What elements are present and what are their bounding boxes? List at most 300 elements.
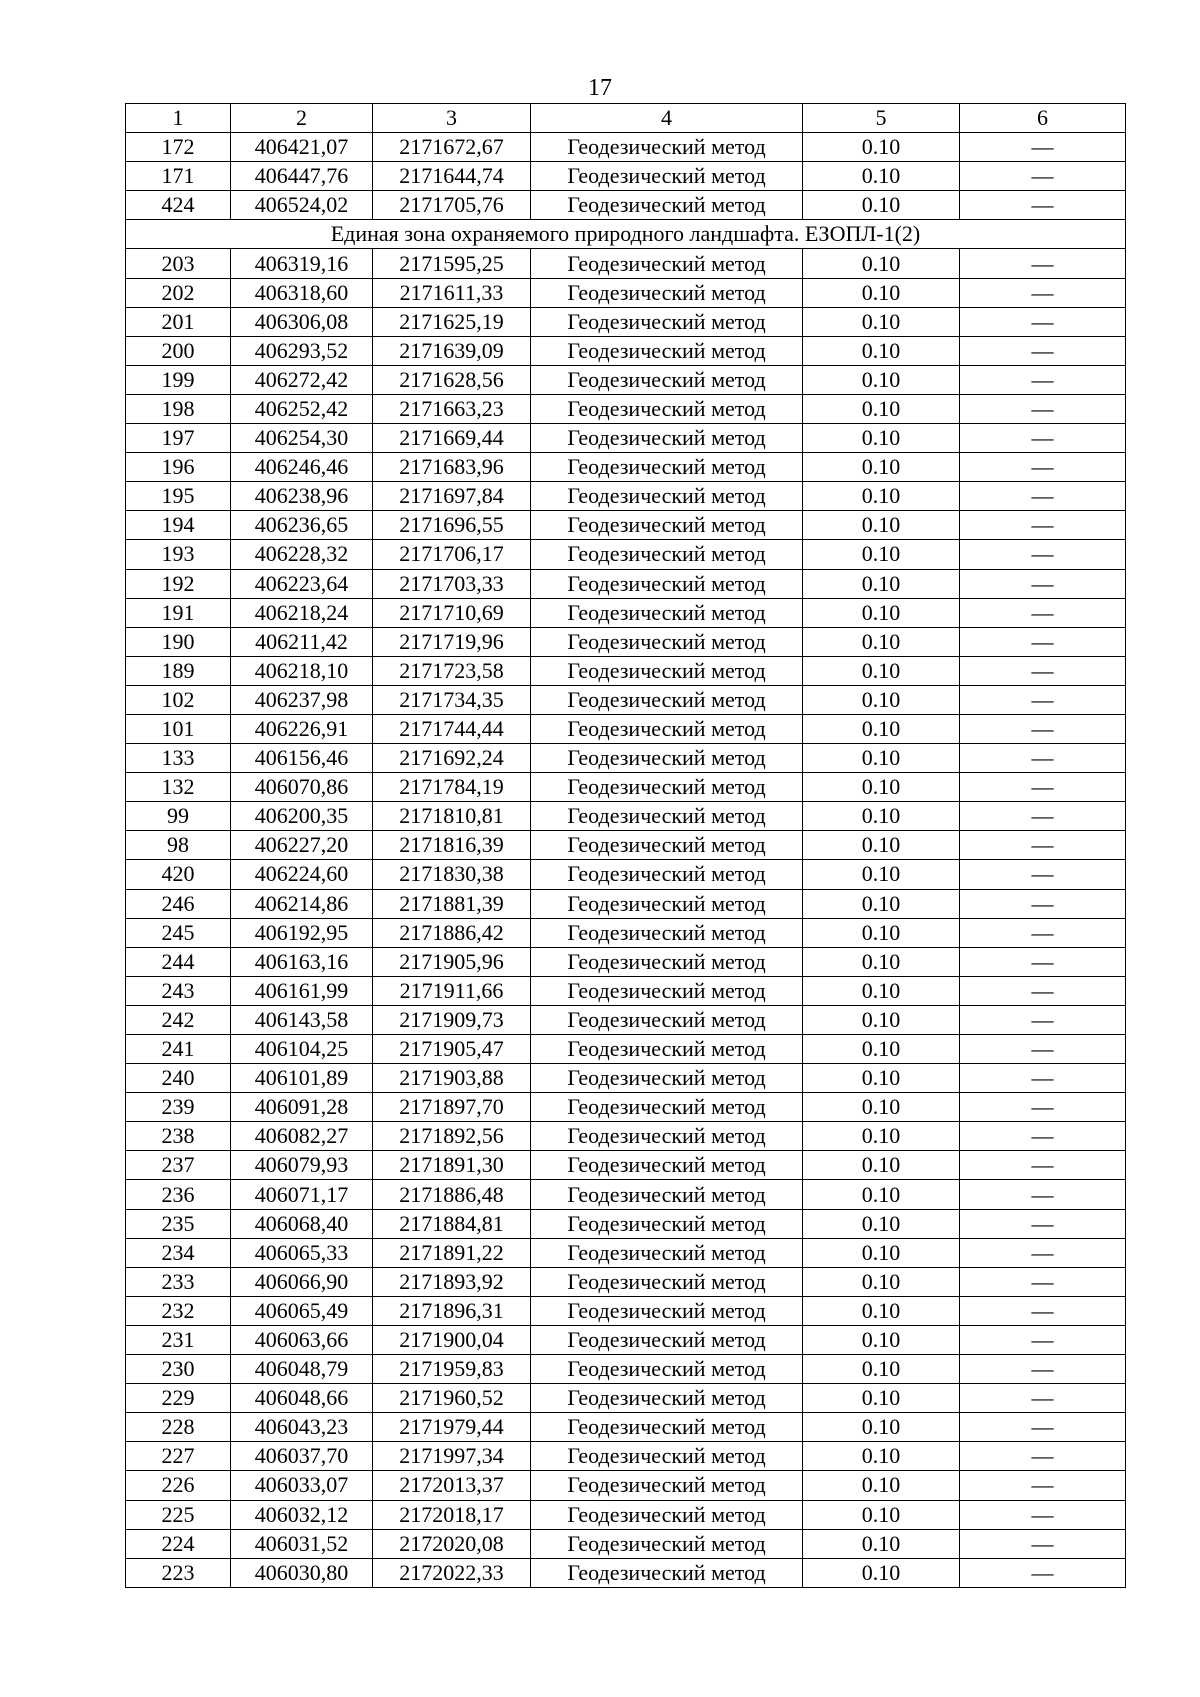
note-cell: — — [960, 1209, 1126, 1238]
note-cell: — — [960, 394, 1126, 423]
coordinate-x-cell: 406063,66 — [231, 1325, 373, 1354]
accuracy-cell: 0.10 — [803, 482, 960, 511]
method-cell: Геодезический метод — [531, 918, 803, 947]
point-number-cell: 237 — [126, 1151, 231, 1180]
method-cell: Геодезический метод — [531, 1064, 803, 1093]
note-cell: — — [960, 1442, 1126, 1471]
note-cell: — — [960, 1325, 1126, 1354]
point-number-cell: 236 — [126, 1180, 231, 1209]
note-cell: — — [960, 278, 1126, 307]
method-cell: Геодезический метод — [531, 1035, 803, 1064]
point-number-cell: 98 — [126, 831, 231, 860]
method-cell: Геодезический метод — [531, 685, 803, 714]
coordinate-x-cell: 406252,42 — [231, 394, 373, 423]
table-row — [126, 831, 1126, 860]
method-cell: Геодезический метод — [531, 162, 803, 191]
accuracy-cell: 0.10 — [803, 1238, 960, 1267]
method-cell: Геодезический метод — [531, 1558, 803, 1587]
accuracy-cell: 0.10 — [803, 1035, 960, 1064]
method-cell: Геодезический метод — [531, 1500, 803, 1529]
coordinate-y-cell: 2171683,96 — [373, 453, 531, 482]
table-body-before-section — [126, 133, 1126, 220]
table-header — [126, 104, 1126, 133]
coordinate-y-cell: 2172013,37 — [373, 1471, 531, 1500]
coordinate-y-cell: 2171595,25 — [373, 249, 531, 278]
coordinate-y-cell: 2172020,08 — [373, 1529, 531, 1558]
table-row — [126, 1238, 1126, 1267]
method-cell: Геодезический метод — [531, 1325, 803, 1354]
coordinate-x-cell: 406237,98 — [231, 685, 373, 714]
note-cell: — — [960, 1151, 1126, 1180]
note-cell: — — [960, 1005, 1126, 1034]
table-row — [126, 1384, 1126, 1413]
coordinate-x-cell: 406032,12 — [231, 1500, 373, 1529]
table-row — [126, 162, 1126, 191]
note-cell: — — [960, 249, 1126, 278]
accuracy-cell: 0.10 — [803, 1471, 960, 1500]
note-cell: — — [960, 976, 1126, 1005]
coordinate-y-cell: 2171628,56 — [373, 365, 531, 394]
coordinate-y-cell: 2171697,84 — [373, 482, 531, 511]
method-cell: Геодезический метод — [531, 1005, 803, 1034]
coordinate-y-cell: 2171719,96 — [373, 627, 531, 656]
coordinate-y-cell: 2171611,33 — [373, 278, 531, 307]
method-cell: Геодезический метод — [531, 394, 803, 423]
coordinate-y-cell: 2171703,33 — [373, 569, 531, 598]
note-cell: — — [960, 569, 1126, 598]
coordinate-y-cell: 2171997,34 — [373, 1442, 531, 1471]
point-number-cell: 225 — [126, 1500, 231, 1529]
method-cell: Геодезический метод — [531, 336, 803, 365]
point-number-cell: 191 — [126, 598, 231, 627]
point-number-cell: 195 — [126, 482, 231, 511]
note-cell: — — [960, 918, 1126, 947]
note-cell: — — [960, 1296, 1126, 1325]
method-cell: Геодезический метод — [531, 1471, 803, 1500]
coordinate-x-cell: 406421,07 — [231, 133, 373, 162]
accuracy-cell: 0.10 — [803, 1122, 960, 1151]
note-cell: — — [960, 598, 1126, 627]
note-cell: — — [960, 1122, 1126, 1151]
point-number-cell: 198 — [126, 394, 231, 423]
point-number-cell: 224 — [126, 1529, 231, 1558]
method-cell: Геодезический метод — [531, 598, 803, 627]
table-body-after-section — [126, 249, 1126, 1587]
note-cell: — — [960, 714, 1126, 743]
table-row — [126, 511, 1126, 540]
point-number-cell: 202 — [126, 278, 231, 307]
coordinate-x-cell: 406066,90 — [231, 1267, 373, 1296]
table-row — [126, 802, 1126, 831]
note-cell: — — [960, 1355, 1126, 1384]
accuracy-cell: 0.10 — [803, 976, 960, 1005]
method-cell: Геодезический метод — [531, 307, 803, 336]
point-number-cell: 223 — [126, 1558, 231, 1587]
accuracy-cell: 0.10 — [803, 831, 960, 860]
column-header-5: 5 — [803, 104, 960, 133]
accuracy-cell: 0.10 — [803, 278, 960, 307]
coordinate-y-cell: 2171744,44 — [373, 714, 531, 743]
coordinate-x-cell: 406319,16 — [231, 249, 373, 278]
coordinate-x-cell: 406227,20 — [231, 831, 373, 860]
note-cell: — — [960, 1413, 1126, 1442]
note-cell: — — [960, 1558, 1126, 1587]
note-cell: — — [960, 1064, 1126, 1093]
note-cell: — — [960, 656, 1126, 685]
accuracy-cell: 0.10 — [803, 511, 960, 540]
point-number-cell: 172 — [126, 133, 231, 162]
accuracy-cell: 0.10 — [803, 569, 960, 598]
coordinate-x-cell: 406082,27 — [231, 1122, 373, 1151]
accuracy-cell: 0.10 — [803, 918, 960, 947]
accuracy-cell: 0.10 — [803, 1296, 960, 1325]
coordinate-y-cell: 2171896,31 — [373, 1296, 531, 1325]
note-cell: — — [960, 685, 1126, 714]
note-cell: — — [960, 1093, 1126, 1122]
note-cell: — — [960, 802, 1126, 831]
method-cell: Геодезический метод — [531, 569, 803, 598]
point-number-cell: 238 — [126, 1122, 231, 1151]
coordinates-table — [125, 103, 1126, 1588]
column-header-1: 1 — [126, 104, 231, 133]
method-cell: Геодезический метод — [531, 278, 803, 307]
coordinate-y-cell: 2171644,74 — [373, 162, 531, 191]
point-number-cell: 192 — [126, 569, 231, 598]
coordinate-y-cell: 2171884,81 — [373, 1209, 531, 1238]
point-number-cell: 242 — [126, 1005, 231, 1034]
table-row — [126, 1442, 1126, 1471]
method-cell: Геодезический метод — [531, 1384, 803, 1413]
method-cell: Геодезический метод — [531, 249, 803, 278]
table-row — [126, 365, 1126, 394]
table-row — [126, 1151, 1126, 1180]
point-number-cell: 228 — [126, 1413, 231, 1442]
coordinate-x-cell: 406065,49 — [231, 1296, 373, 1325]
table-row — [126, 1296, 1126, 1325]
point-number-cell: 200 — [126, 336, 231, 365]
table-row — [126, 424, 1126, 453]
method-cell: Геодезический метод — [531, 773, 803, 802]
note-cell: — — [960, 336, 1126, 365]
coordinate-x-cell: 406030,80 — [231, 1558, 373, 1587]
method-cell: Геодезический метод — [531, 365, 803, 394]
table-row — [126, 278, 1126, 307]
point-number-cell: 229 — [126, 1384, 231, 1413]
coordinate-y-cell: 2171905,47 — [373, 1035, 531, 1064]
point-number-cell: 101 — [126, 714, 231, 743]
coordinate-y-cell: 2171960,52 — [373, 1384, 531, 1413]
accuracy-cell: 0.10 — [803, 1005, 960, 1034]
coordinate-y-cell: 2171911,66 — [373, 976, 531, 1005]
table-row — [126, 1325, 1126, 1354]
method-cell: Геодезический метод — [531, 1180, 803, 1209]
coordinate-y-cell: 2171784,19 — [373, 773, 531, 802]
accuracy-cell: 0.10 — [803, 1093, 960, 1122]
coordinate-x-cell: 406318,60 — [231, 278, 373, 307]
accuracy-cell: 0.10 — [803, 1267, 960, 1296]
coordinate-y-cell: 2172022,33 — [373, 1558, 531, 1587]
method-cell: Геодезический метод — [531, 831, 803, 860]
accuracy-cell: 0.10 — [803, 424, 960, 453]
table-row — [126, 1500, 1126, 1529]
note-cell: — — [960, 831, 1126, 860]
coordinate-x-cell: 406214,86 — [231, 889, 373, 918]
table-row — [126, 540, 1126, 569]
point-number-cell: 133 — [126, 744, 231, 773]
method-cell: Геодезический метод — [531, 453, 803, 482]
accuracy-cell: 0.10 — [803, 1442, 960, 1471]
method-cell: Геодезический метод — [531, 947, 803, 976]
coordinate-x-cell: 406037,70 — [231, 1442, 373, 1471]
coordinate-y-cell: 2171886,42 — [373, 918, 531, 947]
accuracy-cell: 0.10 — [803, 191, 960, 220]
coordinate-y-cell: 2171710,69 — [373, 598, 531, 627]
table-row — [126, 133, 1126, 162]
table-row — [126, 1471, 1126, 1500]
method-cell: Геодезический метод — [531, 482, 803, 511]
coordinate-y-cell: 2171625,19 — [373, 307, 531, 336]
page-number: 17 — [588, 75, 612, 101]
method-cell: Геодезический метод — [531, 714, 803, 743]
table-row — [126, 947, 1126, 976]
point-number-cell: 189 — [126, 656, 231, 685]
accuracy-cell: 0.10 — [803, 307, 960, 336]
coordinate-x-cell: 406224,60 — [231, 860, 373, 889]
note-cell: — — [960, 365, 1126, 394]
accuracy-cell: 0.10 — [803, 1209, 960, 1238]
accuracy-cell: 0.10 — [803, 1325, 960, 1354]
accuracy-cell: 0.10 — [803, 1500, 960, 1529]
coordinate-y-cell: 2171900,04 — [373, 1325, 531, 1354]
table-row — [126, 482, 1126, 511]
accuracy-cell: 0.10 — [803, 889, 960, 918]
method-cell: Геодезический метод — [531, 511, 803, 540]
point-number-cell: 246 — [126, 889, 231, 918]
point-number-cell: 193 — [126, 540, 231, 569]
note-cell: — — [960, 1180, 1126, 1209]
accuracy-cell: 0.10 — [803, 656, 960, 685]
coordinate-y-cell: 2171909,73 — [373, 1005, 531, 1034]
accuracy-cell: 0.10 — [803, 714, 960, 743]
coordinate-x-cell: 406070,86 — [231, 773, 373, 802]
table-row — [126, 1267, 1126, 1296]
method-cell: Геодезический метод — [531, 1442, 803, 1471]
point-number-cell: 171 — [126, 162, 231, 191]
coordinate-y-cell: 2171723,58 — [373, 656, 531, 685]
point-number-cell: 102 — [126, 685, 231, 714]
coordinate-y-cell: 2171903,88 — [373, 1064, 531, 1093]
table-row — [126, 598, 1126, 627]
point-number-cell: 201 — [126, 307, 231, 336]
coordinate-y-cell: 2171669,44 — [373, 424, 531, 453]
note-cell: — — [960, 424, 1126, 453]
coordinate-y-cell: 2171672,67 — [373, 133, 531, 162]
table-row — [126, 889, 1126, 918]
note-cell: — — [960, 1500, 1126, 1529]
table-row — [126, 1558, 1126, 1587]
coordinate-x-cell: 406101,89 — [231, 1064, 373, 1093]
method-cell: Геодезический метод — [531, 860, 803, 889]
accuracy-cell: 0.10 — [803, 1180, 960, 1209]
accuracy-cell: 0.10 — [803, 162, 960, 191]
coordinate-x-cell: 406293,52 — [231, 336, 373, 365]
table-row — [126, 773, 1126, 802]
coordinate-y-cell: 2171706,17 — [373, 540, 531, 569]
coordinate-y-cell: 2171891,22 — [373, 1238, 531, 1267]
accuracy-cell: 0.10 — [803, 394, 960, 423]
column-header-6: 6 — [960, 104, 1126, 133]
accuracy-cell: 0.10 — [803, 133, 960, 162]
coordinate-y-cell: 2171886,48 — [373, 1180, 531, 1209]
note-cell: — — [960, 1238, 1126, 1267]
method-cell: Геодезический метод — [531, 424, 803, 453]
accuracy-cell: 0.10 — [803, 453, 960, 482]
table-row — [126, 1180, 1126, 1209]
note-cell: — — [960, 482, 1126, 511]
coordinate-x-cell: 406226,91 — [231, 714, 373, 743]
section-title: Единая зона охраняемого природного ландшафта. ЕЗОПЛ-1(2) — [126, 220, 1126, 249]
note-cell: — — [960, 1035, 1126, 1064]
coordinate-y-cell: 2171881,39 — [373, 889, 531, 918]
coordinate-y-cell: 2171734,35 — [373, 685, 531, 714]
coordinate-x-cell: 406254,30 — [231, 424, 373, 453]
method-cell: Геодезический метод — [531, 889, 803, 918]
coordinate-x-cell: 406043,23 — [231, 1413, 373, 1442]
coordinate-x-cell: 406079,93 — [231, 1151, 373, 1180]
accuracy-cell: 0.10 — [803, 336, 960, 365]
table-row — [126, 918, 1126, 947]
point-number-cell: 197 — [126, 424, 231, 453]
accuracy-cell: 0.10 — [803, 1151, 960, 1180]
column-header-4: 4 — [531, 104, 803, 133]
accuracy-cell: 0.10 — [803, 744, 960, 773]
coordinate-x-cell: 406048,79 — [231, 1355, 373, 1384]
note-cell: — — [960, 133, 1126, 162]
accuracy-cell: 0.10 — [803, 802, 960, 831]
point-number-cell: 227 — [126, 1442, 231, 1471]
accuracy-cell: 0.10 — [803, 598, 960, 627]
method-cell: Геодезический метод — [531, 1529, 803, 1558]
table-row — [126, 249, 1126, 278]
coordinate-y-cell: 2171663,23 — [373, 394, 531, 423]
note-cell: — — [960, 889, 1126, 918]
accuracy-cell: 0.10 — [803, 685, 960, 714]
accuracy-cell: 0.10 — [803, 627, 960, 656]
coordinate-x-cell: 406143,58 — [231, 1005, 373, 1034]
method-cell: Геодезический метод — [531, 1267, 803, 1296]
coordinate-x-cell: 406272,42 — [231, 365, 373, 394]
table-row — [126, 976, 1126, 1005]
method-cell: Геодезический метод — [531, 1296, 803, 1325]
coordinate-y-cell: 2171810,81 — [373, 802, 531, 831]
coordinate-x-cell: 406200,35 — [231, 802, 373, 831]
coordinate-x-cell: 406163,16 — [231, 947, 373, 976]
method-cell: Геодезический метод — [531, 656, 803, 685]
table-row — [126, 1529, 1126, 1558]
method-cell: Геодезический метод — [531, 802, 803, 831]
coordinate-x-cell: 406228,32 — [231, 540, 373, 569]
table-row — [126, 627, 1126, 656]
note-cell: — — [960, 1529, 1126, 1558]
section-row — [126, 220, 1126, 249]
coordinate-x-cell: 406048,66 — [231, 1384, 373, 1413]
note-cell: — — [960, 1267, 1126, 1296]
method-cell: Геодезический метод — [531, 1413, 803, 1442]
coordinate-y-cell: 2171891,30 — [373, 1151, 531, 1180]
coordinate-y-cell: 2171897,70 — [373, 1093, 531, 1122]
table-row — [126, 1122, 1126, 1151]
point-number-cell: 243 — [126, 976, 231, 1005]
coordinate-y-cell: 2171979,44 — [373, 1413, 531, 1442]
table-row — [126, 744, 1126, 773]
coordinate-x-cell: 406033,07 — [231, 1471, 373, 1500]
method-cell: Геодезический метод — [531, 1355, 803, 1384]
coordinate-y-cell: 2171696,55 — [373, 511, 531, 540]
table-row — [126, 1355, 1126, 1384]
table-row — [126, 1413, 1126, 1442]
coordinate-x-cell: 406156,46 — [231, 744, 373, 773]
note-cell: — — [960, 453, 1126, 482]
point-number-cell: 234 — [126, 1238, 231, 1267]
coordinate-y-cell: 2171705,76 — [373, 191, 531, 220]
point-number-cell: 99 — [126, 802, 231, 831]
accuracy-cell: 0.10 — [803, 249, 960, 278]
point-number-cell: 424 — [126, 191, 231, 220]
table-row — [126, 1035, 1126, 1064]
coordinate-x-cell: 406306,08 — [231, 307, 373, 336]
coordinate-x-cell: 406223,64 — [231, 569, 373, 598]
table-row — [126, 569, 1126, 598]
note-cell: — — [960, 773, 1126, 802]
point-number-cell: 231 — [126, 1325, 231, 1354]
point-number-cell: 241 — [126, 1035, 231, 1064]
accuracy-cell: 0.10 — [803, 947, 960, 976]
coordinate-x-cell: 406524,02 — [231, 191, 373, 220]
coordinate-y-cell: 2172018,17 — [373, 1500, 531, 1529]
table-row — [126, 191, 1126, 220]
table-row — [126, 685, 1126, 714]
coordinate-x-cell: 406031,52 — [231, 1529, 373, 1558]
note-cell: — — [960, 744, 1126, 773]
coordinate-y-cell: 2171959,83 — [373, 1355, 531, 1384]
note-cell: — — [960, 307, 1126, 336]
method-cell: Геодезический метод — [531, 1151, 803, 1180]
accuracy-cell: 0.10 — [803, 540, 960, 569]
coordinate-y-cell: 2171892,56 — [373, 1122, 531, 1151]
table-row — [126, 394, 1126, 423]
coordinate-y-cell: 2171816,39 — [373, 831, 531, 860]
table-row — [126, 1005, 1126, 1034]
coordinate-x-cell: 406161,99 — [231, 976, 373, 1005]
note-cell: — — [960, 1384, 1126, 1413]
coordinate-x-cell: 406246,46 — [231, 453, 373, 482]
point-number-cell: 203 — [126, 249, 231, 278]
note-cell: — — [960, 191, 1126, 220]
accuracy-cell: 0.10 — [803, 1413, 960, 1442]
accuracy-cell: 0.10 — [803, 1558, 960, 1587]
coordinate-x-cell: 406071,17 — [231, 1180, 373, 1209]
point-number-cell: 239 — [126, 1093, 231, 1122]
coordinate-x-cell: 406091,28 — [231, 1093, 373, 1122]
point-number-cell: 190 — [126, 627, 231, 656]
method-cell: Геодезический метод — [531, 133, 803, 162]
point-number-cell: 132 — [126, 773, 231, 802]
method-cell: Геодезический метод — [531, 1209, 803, 1238]
table-row — [126, 1209, 1126, 1238]
accuracy-cell: 0.10 — [803, 365, 960, 394]
method-cell: Геодезический метод — [531, 744, 803, 773]
note-cell: — — [960, 947, 1126, 976]
